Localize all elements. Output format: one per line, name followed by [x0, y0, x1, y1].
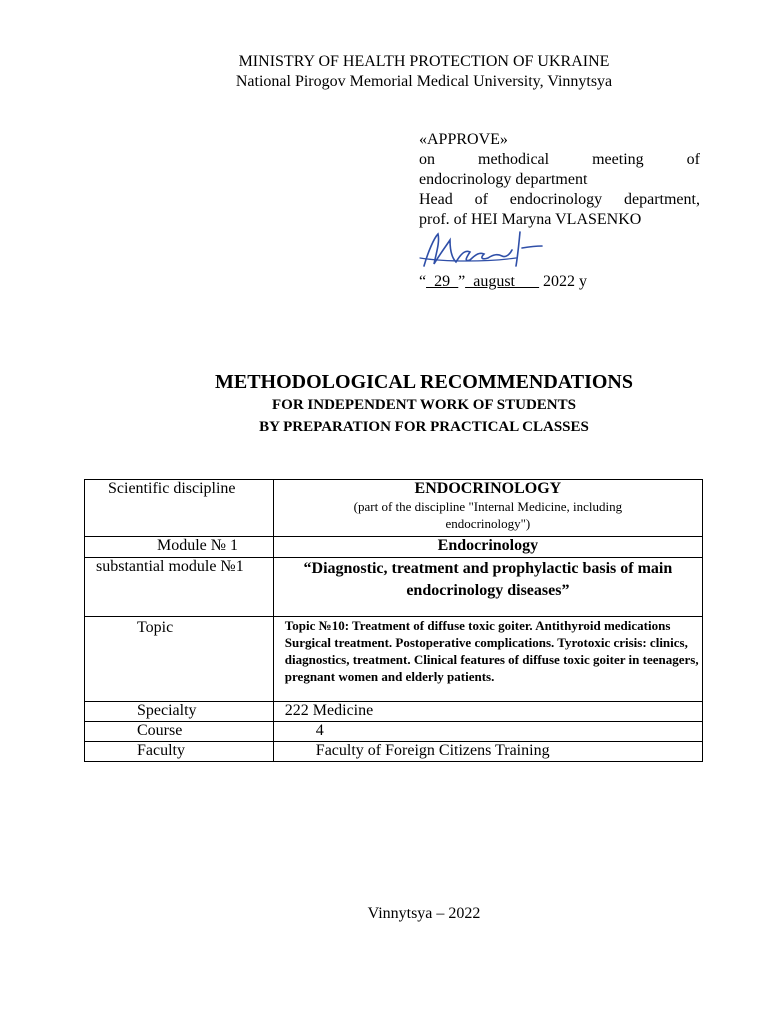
approval-word: of: [474, 191, 488, 208]
faculty-label: Faculty: [137, 742, 185, 759]
specialty-label: Specialty: [137, 702, 197, 719]
date-open-quote: “: [419, 273, 427, 290]
approval-word: Head: [419, 191, 453, 208]
university-name: National Pirogov Memorial Medical University, Vinnytsya: [235, 73, 613, 90]
discipline-label: Scientific discipline: [108, 480, 236, 497]
document-subtitle-2: BY PREPARATION FOR PRACTICAL CLASSES: [259, 419, 589, 435]
module-label: Module № 1: [157, 537, 239, 554]
approval-word: of: [686, 151, 700, 168]
table-value-cell: [273, 537, 702, 558]
ministry-heading: MINISTRY OF HEALTH PROTECTION OF UKRAINE: [238, 53, 610, 70]
table-row: [85, 558, 703, 617]
approve-label: «APPROVE»: [419, 131, 508, 148]
course-label: Course: [137, 722, 183, 739]
table-value-cell: [273, 558, 702, 617]
approval-line-4: prof. of HEI Maryna VLASENKO: [419, 211, 642, 228]
approval-word: department,: [624, 191, 700, 208]
module-value: Endocrinology: [437, 537, 539, 554]
approval-word: on: [419, 151, 435, 168]
approval-date: [419, 272, 587, 292]
approval-word: meeting: [592, 151, 644, 168]
date-mid-quote: ”: [458, 273, 466, 290]
approval-line-2: endocrinology department: [419, 171, 588, 188]
table-value-cell: [273, 742, 702, 762]
approval-line-1: [419, 150, 700, 170]
table-row: [85, 722, 703, 742]
topic-value: Topic №10: Treatment of diffuse toxic goiter. Antithyroid medications Surgical treatment. Postoperative complications. Tyrotoxic crisis: clinics, diagnostics, treatment. Clinical features of diffuse toxic goiter in teenagers, pregnant women and elderly patients.: [284, 618, 699, 684]
handwritten-signature: [416, 228, 546, 272]
document-title: METHODOLOGICAL RECOMMENDATIONS: [215, 371, 633, 393]
approval-block: [419, 130, 700, 230]
city-year: Vinnytsya – 2022: [367, 905, 481, 922]
table-label-cell: [85, 617, 274, 702]
table-row: [85, 742, 703, 762]
table-row: [85, 702, 703, 722]
table-row: [85, 537, 703, 558]
faculty-value: Faculty of Foreign Citizens Training: [315, 742, 550, 759]
specialty-value: 222 Medicine: [284, 702, 374, 719]
table-value-cell: [273, 722, 702, 742]
date-day: _29_: [426, 273, 459, 290]
substantial-module-value: “Diagnostic, treatment and prophylactic basis of main endocrinology diseases”: [303, 560, 673, 599]
table-label-cell: [85, 537, 274, 558]
substantial-module-label: substantial module №1: [96, 558, 244, 575]
table-row: [85, 617, 703, 702]
table-label-cell: [85, 558, 274, 617]
topic-label: Topic: [137, 619, 174, 636]
table-label-cell: [85, 722, 274, 742]
approval-word: endocrinology: [509, 191, 603, 208]
discipline-info-table: [84, 479, 703, 762]
table-value-cell: [273, 702, 702, 722]
table-row: [85, 480, 703, 537]
approval-line-3: [419, 190, 700, 210]
table-label-cell: [85, 702, 274, 722]
discipline-note: (part of the discipline "Internal Medicine, including endocrinology"): [353, 499, 623, 531]
table-label-cell: [85, 480, 274, 537]
approval-word: methodical: [478, 151, 550, 168]
course-value: 4: [315, 722, 324, 739]
table-value-cell: [273, 480, 702, 537]
date-year: 2022 y: [539, 273, 587, 290]
date-month: _august___: [465, 273, 539, 290]
discipline-value: ENDOCRINOLOGY: [414, 480, 562, 497]
table-value-cell: [273, 617, 702, 702]
table-label-cell: [85, 742, 274, 762]
document-subtitle-1: FOR INDEPENDENT WORK OF STUDENTS: [272, 397, 576, 413]
